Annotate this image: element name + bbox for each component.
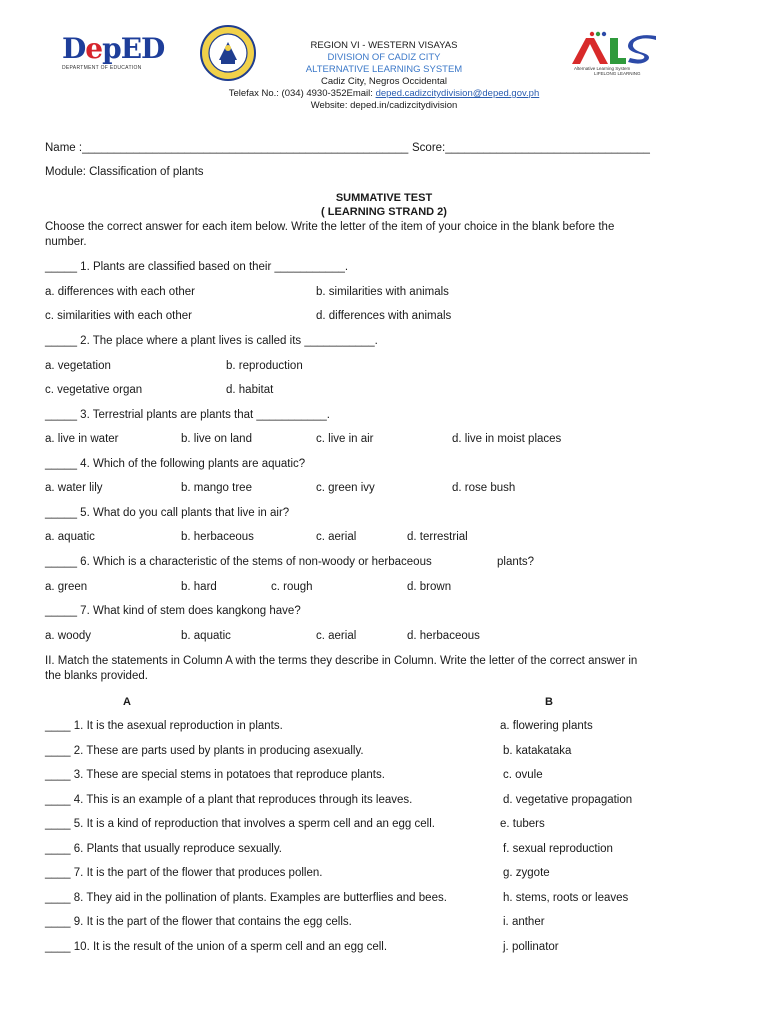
q6-option-d: d. brown [407,581,452,593]
q4-option-a: a. water lily [45,482,103,494]
q7-option-c: c. aerial [316,630,357,642]
match-choice-9: i. anther [503,916,545,928]
header-region: REGION VI - WESTERN VISAYAS [310,40,458,51]
question-5: _____ 5. What do you call plants that live in air? [45,507,290,519]
question-7: _____ 7. What kind of stem does kangkong have? [45,605,301,617]
q5-option-a: a. aquatic [45,531,95,543]
deped-logo-subtitle: DEPARTMENT OF EDUCATION [62,65,142,71]
q7-option-b: b. aquatic [181,630,231,642]
part2-instructions-1: II. Match the statements in Column A with the terms they describe in Column. Write the letter of the correct answer in [45,655,638,667]
match-item-7: ____ 7. It is the part of the flower that produces pollen. [45,867,323,879]
match-item-1: ____ 1. It is the asexual reproduction in plants. [45,720,283,732]
match-choice-1: a. flowering plants [500,720,593,732]
question-6-tail: plants? [497,556,535,568]
deped-logo-e: e [85,32,103,65]
q1-option-c: c. similarities with each other [45,310,192,322]
test-title: SUMMATIVE TEST [335,192,433,204]
q2-option-b: b. reproduction [226,360,303,372]
match-item-4: ____ 4. This is an example of a plant that reproduces through its leaves. [45,794,413,806]
deped-logo-text-b: pED [102,32,165,65]
header-email-link[interactable]: deped.cadizcitydivision@deped.gov.ph [375,88,540,99]
q3-option-b: b. live on land [181,433,252,445]
q1-option-d: d. differences with animals [316,310,452,322]
q5-option-b: b. herbaceous [181,531,254,543]
q3-option-d: d. live in moist places [452,433,562,445]
q3-option-c: c. live in air [316,433,374,445]
q4-option-d: d. rose bush [452,482,516,494]
q6-option-a: a. green [45,581,88,593]
match-choice-6: f. sexual reproduction [503,843,613,855]
q7-option-a: a. woody [45,630,92,642]
q7-option-d: d. herbaceous [407,630,480,642]
header-website: Website: deped.in/cadizcitydivision [310,100,458,111]
q2-option-d: d. habitat [226,384,274,396]
match-item-6: ____ 6. Plants that usually reproduce sexually. [45,843,282,855]
deped-logo-text: D [62,32,86,65]
q6-option-b: b. hard [181,581,217,593]
column-a-header: A [123,696,131,708]
part2-instructions-2: the blanks provided. [45,670,148,682]
q5-option-d: d. terrestrial [407,531,468,543]
question-1: _____ 1. Plants are classified based on their ___________. [45,261,349,273]
question-3: _____ 3. Terrestrial plants are plants that ___________. [45,409,330,421]
match-item-9: ____ 9. It is the part of the flower that contains the egg cells. [45,916,352,928]
score-field: Score:________________________________ [412,142,650,154]
header-address: Cadiz City, Negros Occidental [320,76,447,87]
q3-option-a: a. live in water [45,433,119,445]
match-choice-3: c. ovule [503,769,543,781]
question-4: _____ 4. Which of the following plants are aquatic? [45,458,306,470]
test-strand: ( LEARNING STRAND 2) [321,206,447,218]
module-label: Module: Classification of plants [45,166,204,178]
match-item-10: ____ 10. It is the result of the union of a sperm cell and an egg cell. [45,941,388,953]
match-choice-5: e. tubers [500,818,545,830]
q5-option-c: c. aerial [316,531,357,543]
match-item-2: ____ 2. These are parts used by plants in producing asexually. [45,745,364,757]
q2-option-a: a. vegetation [45,360,111,372]
als-logo-subtitle: Alternative Learning System [574,66,631,71]
header-telefax: Telefax No.: (034) 4930-352Email: [228,88,376,99]
als-logo-subtitle-2: LIFELONG LEARNING [594,71,641,76]
match-choice-10: j. pollinator [503,941,559,953]
instructions-line-1: Choose the correct answer for each item below. Write the letter of the item of your choice in the blank before the [45,221,615,233]
q4-option-c: c. green ivy [316,482,375,494]
question-6: _____ 6. Which is a characteristic of the stems of non-woody or herbaceous [45,556,432,568]
match-item-3: ____ 3. These are special stems in potatoes that reproduce plants. [45,769,385,781]
match-choice-4: d. vegetative propagation [503,794,633,806]
match-choice-7: g. zygote [503,867,550,879]
question-2: _____ 2. The place where a plant lives is called its ___________. [45,335,378,347]
name-field: Name :___________________________________________________ [45,142,409,154]
q4-option-b: b. mango tree [181,482,252,494]
header-division: DIVISION OF CADIZ CITY [327,52,441,63]
q1-option-b: b. similarities with animals [316,286,449,298]
q2-option-c: c. vegetative organ [45,384,143,396]
match-item-8: ____ 8. They aid in the pollination of plants. Examples are butterflies and bees. [45,892,447,904]
match-choice-8: h. stems, roots or leaves [503,892,629,904]
match-choice-2: b. katakataka [503,745,572,757]
q1-option-a: a. differences with each other [45,286,196,298]
header-contact [0,88,768,100]
q6-option-c: c. rough [271,581,313,593]
instructions-line-2: number. [45,236,87,248]
match-item-5: ____ 5. It is a kind of reproduction that involves a sperm cell and an egg cell. [45,818,435,830]
column-b-header: B [545,696,553,708]
header-system: ALTERNATIVE LEARNING SYSTEM [305,64,463,75]
